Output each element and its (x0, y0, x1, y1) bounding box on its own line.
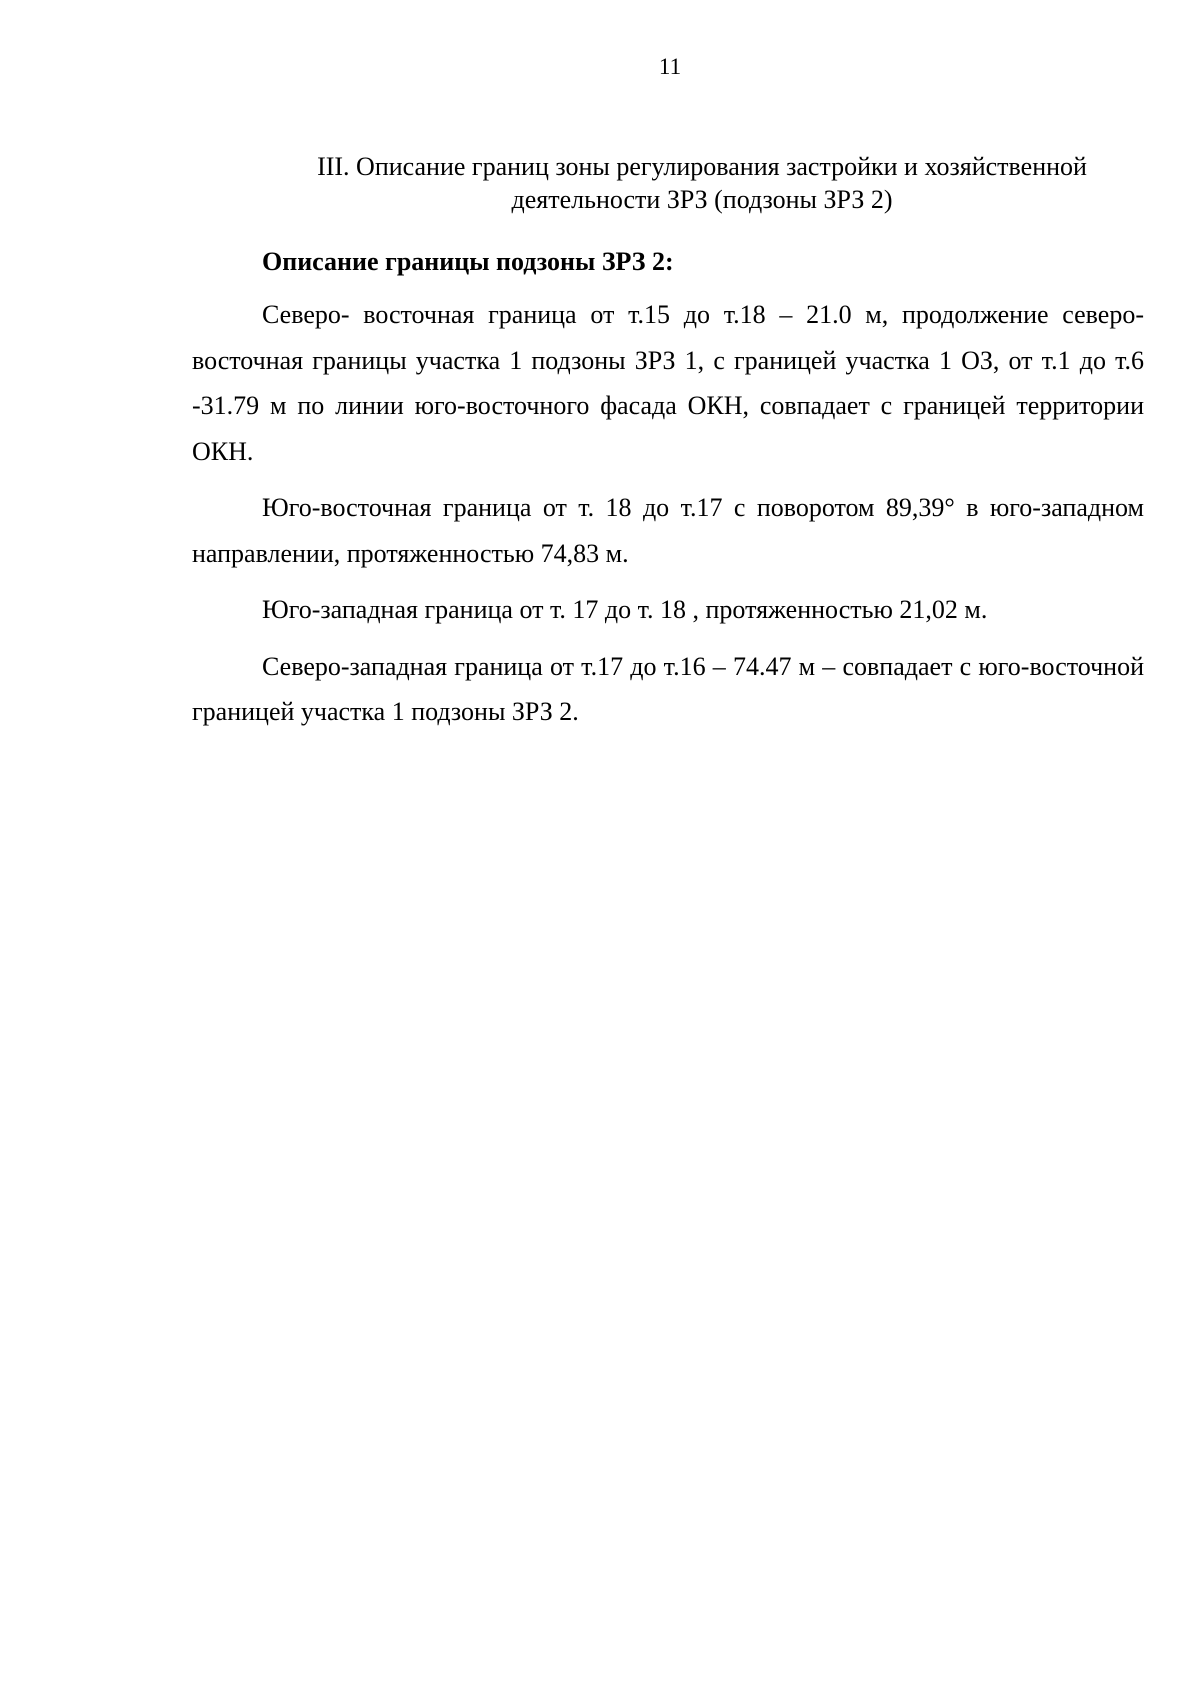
section-heading (262, 150, 1142, 216)
section-heading-line-2: деятельности ЗРЗ (подзоны ЗРЗ 2) (511, 185, 893, 214)
southwest-boundary-paragraph: Юго-западная граница от т. 17 до т. 18 , протяженностью 21,02 м. (262, 595, 988, 624)
subzone-boundary-title: Описание границы подзоны ЗРЗ 2: (262, 247, 674, 276)
page-number: 11 (658, 54, 682, 79)
section-heading-line-1: III. Описание границ зоны регулирования застройки и хозяйственной (317, 152, 1087, 181)
boundary-description (192, 292, 1144, 735)
northwest-boundary-paragraph: Северо-западная граница от т.17 до т.16 – 74.47 м – совпадает с юго-восточной границей участка 1 подзоны ЗРЗ 2. (192, 651, 1144, 726)
southeast-boundary-paragraph: Юго-восточная граница от т. 18 до т.17 с поворотом 89,39° в юго-западном направлении, протяженностью 74,83 м. (192, 493, 1144, 568)
northeast-boundary-paragraph: Северо- восточная граница от т.15 до т.18 – 21.0 м, продолжение северо- восточная границы участка 1 подзоны ЗРЗ 1, с границей участка 1 ОЗ, от т.1 до т.6 -31.79 м по линии юго-восточного фасада ОКН, совпадает с границей территории ОКН. (192, 300, 1144, 466)
